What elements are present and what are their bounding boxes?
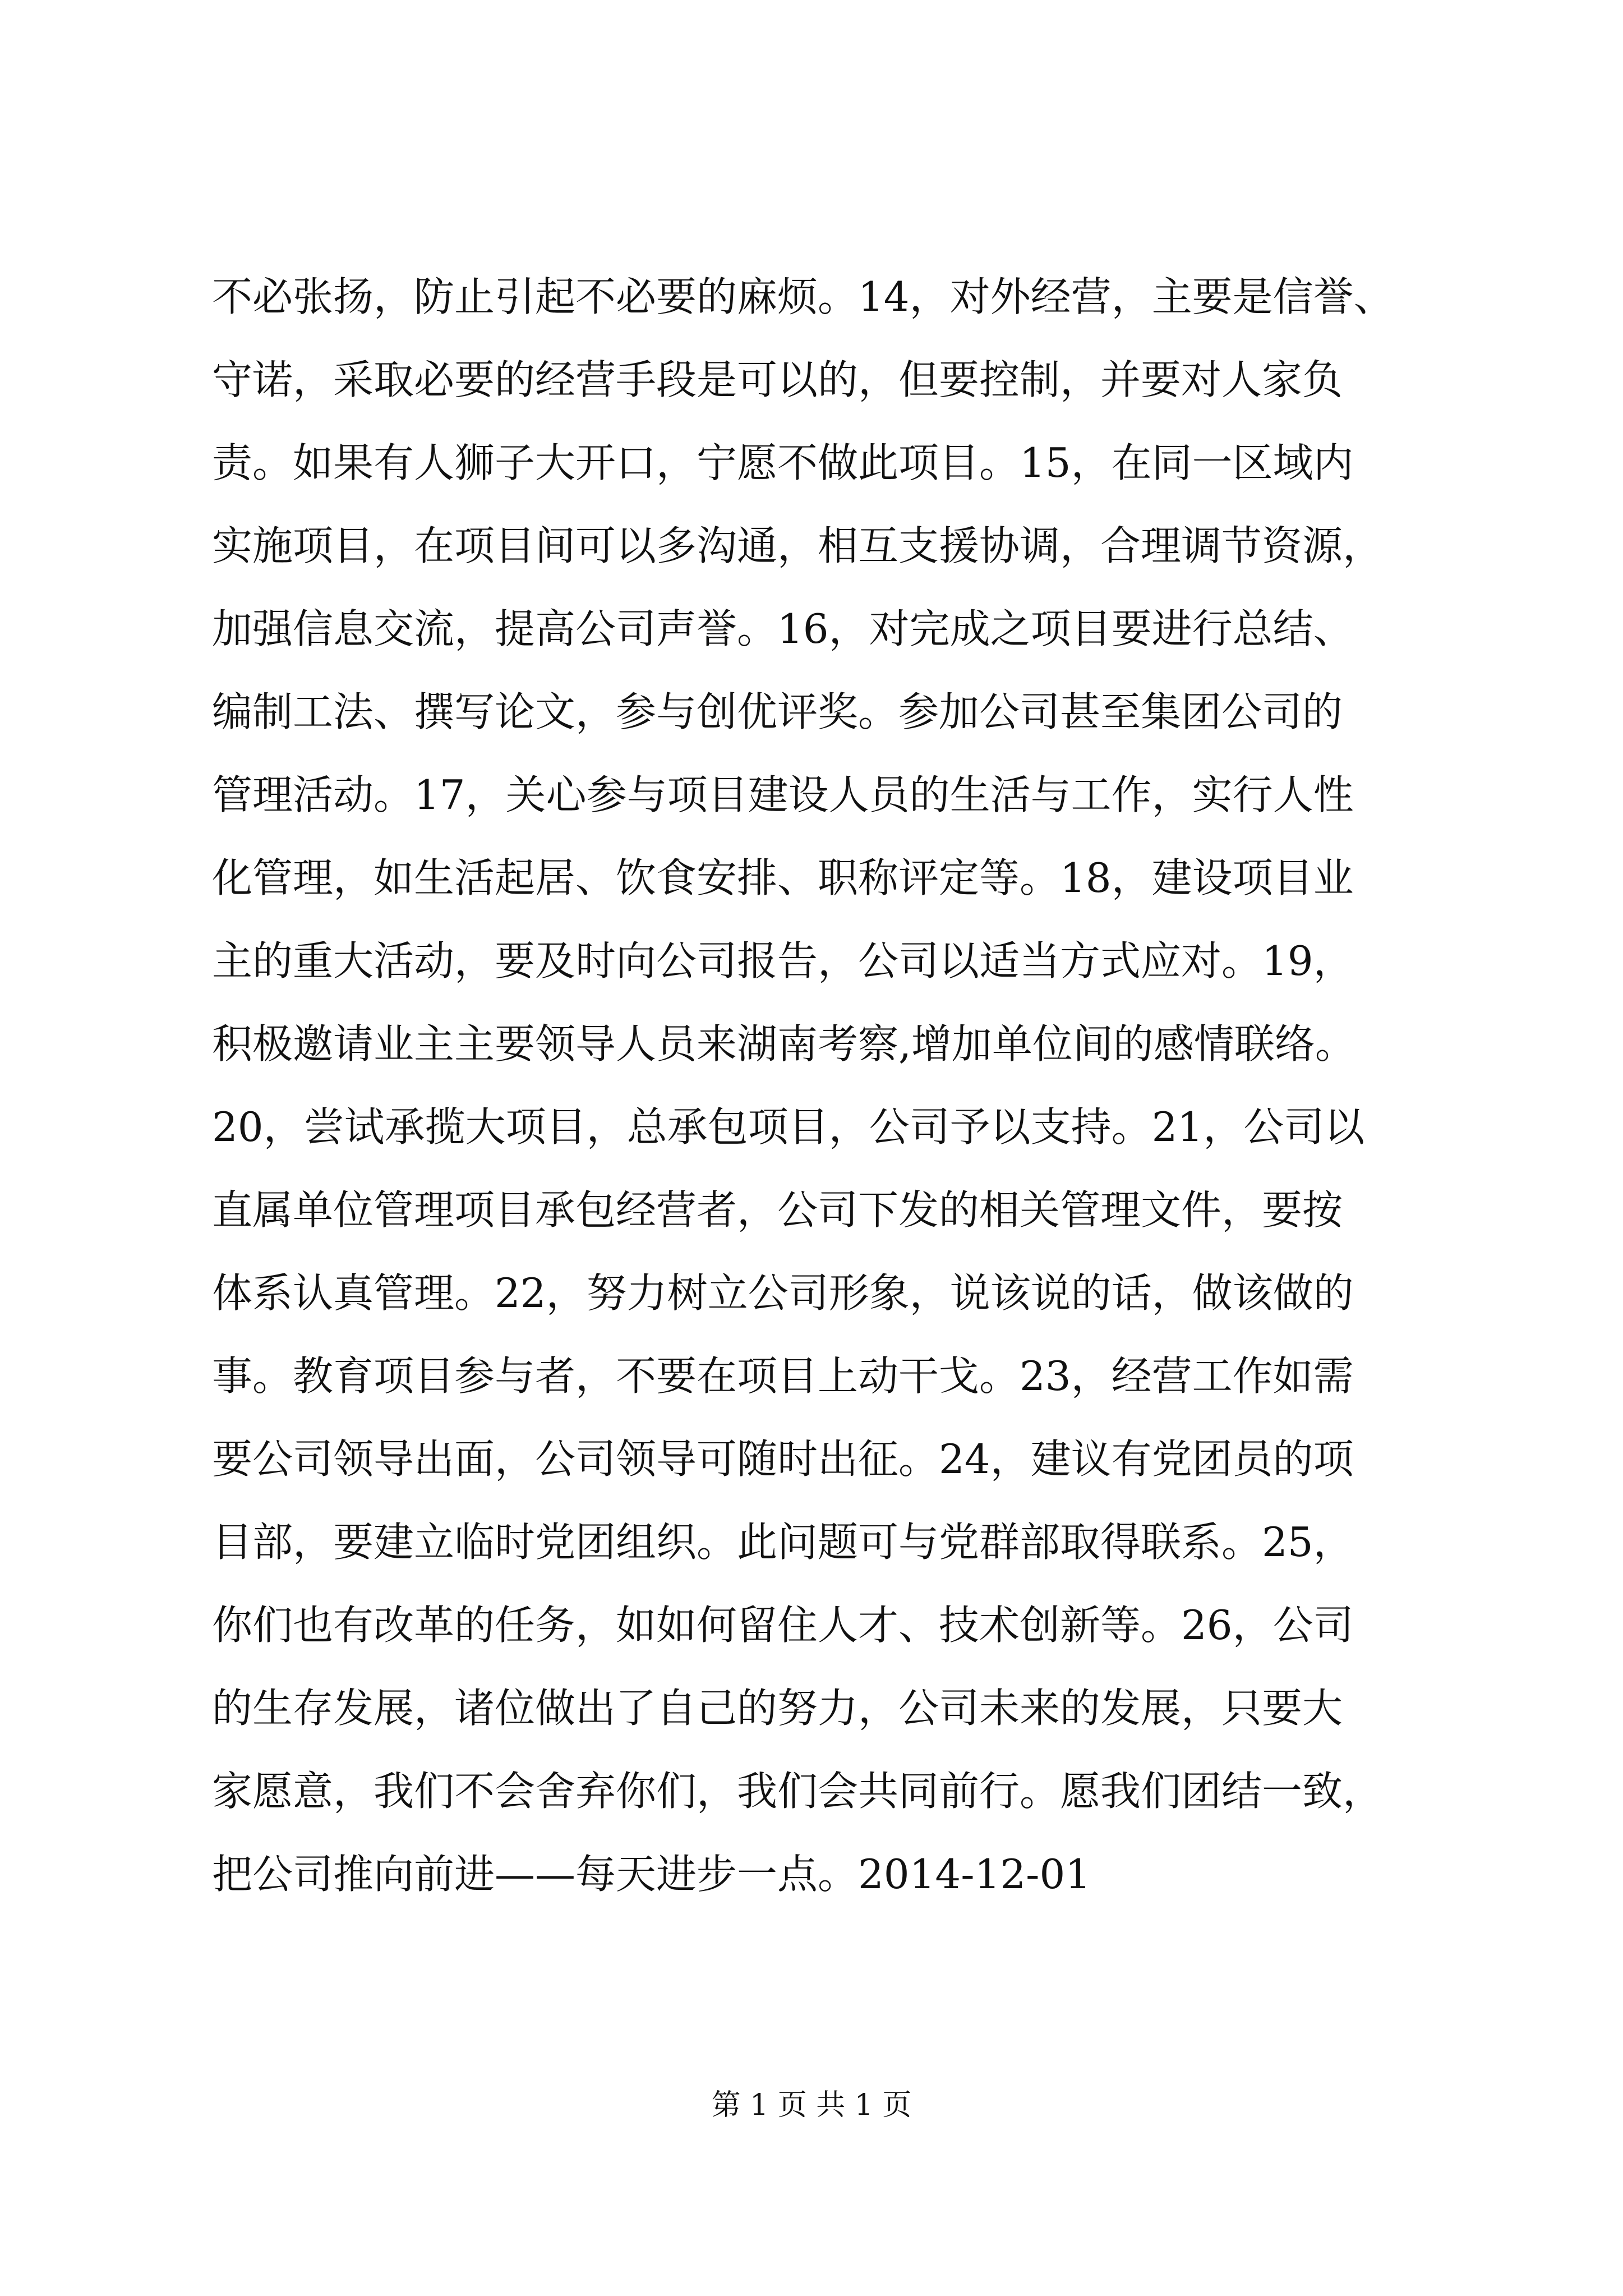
text-line: 直属单位管理项目承包经营者，公司下发的相关管理文件，要按: [212, 1186, 1343, 1234]
text-line: 把公司推向前进——每天进步一点。2014-12-01: [212, 1851, 1091, 1898]
text-line: 积极邀请业主主要领导人员来湖南考察,增加单位间的感情联络。: [212, 1020, 1355, 1068]
text-line: 事。教育项目参与者，不要在项目上动干戈。23，经营工作如需: [212, 1352, 1354, 1400]
text-line: 你们也有改革的任务，如如何留住人才、技术创新等。26，公司: [212, 1602, 1354, 1649]
text-line: 不必张扬，防止引起不必要的麻烦。14，对外经营，主要是信誉、: [212, 273, 1394, 320]
text-line: 化管理，如生活起居、饮食安排、职称评定等。18，建设项目业: [212, 854, 1354, 901]
text-line: 要公司领导出面，公司领导可随时出征。24，建议有党团员的项: [212, 1435, 1354, 1483]
text-line: 20，尝试承揽大项目，总承包项目，公司予以支持。21，公司以: [212, 1103, 1365, 1151]
text-line: 责。如果有人狮子大开口，宁愿不做此项目。15，在同一区域内: [212, 439, 1354, 486]
text-line: 体系认真管理。22，努力树立公司形象，说该说的话，做该做的: [212, 1269, 1354, 1317]
text-line: 的生存发展，诸位做出了自己的努力，公司未来的发展，只要大: [212, 1685, 1343, 1732]
body-text: [212, 255, 1440, 1916]
text-line: 加强信息交流，提高公司声誉。16，对完成之项目要进行总结、: [212, 605, 1354, 652]
text-line: 管理活动。17，关心参与项目建设人员的生活与工作，实行人性: [212, 771, 1354, 818]
text-line: 编制工法、撰写论文，参与创优评奖。参加公司甚至集团公司的: [212, 688, 1343, 735]
text-line: 家愿意，我们不会舍弃你们，我们会共同前行。愿我们团结一致，: [212, 1768, 1384, 1815]
text-line: 目部，要建立临时党团组织。此问题可与党群部取得联系。25，: [212, 1519, 1354, 1566]
text-line: 实施项目，在项目间可以多沟通，相互支援协调，合理调节资源，: [212, 522, 1384, 569]
text-line: 主的重大活动，要及时向公司报告，公司以适当方式应对。19，: [212, 937, 1354, 984]
page-footer: 第 1 页 共 1 页: [711, 2088, 912, 2122]
text-line: 守诺，采取必要的经营手段是可以的，但要控制，并要对人家负: [212, 356, 1343, 403]
